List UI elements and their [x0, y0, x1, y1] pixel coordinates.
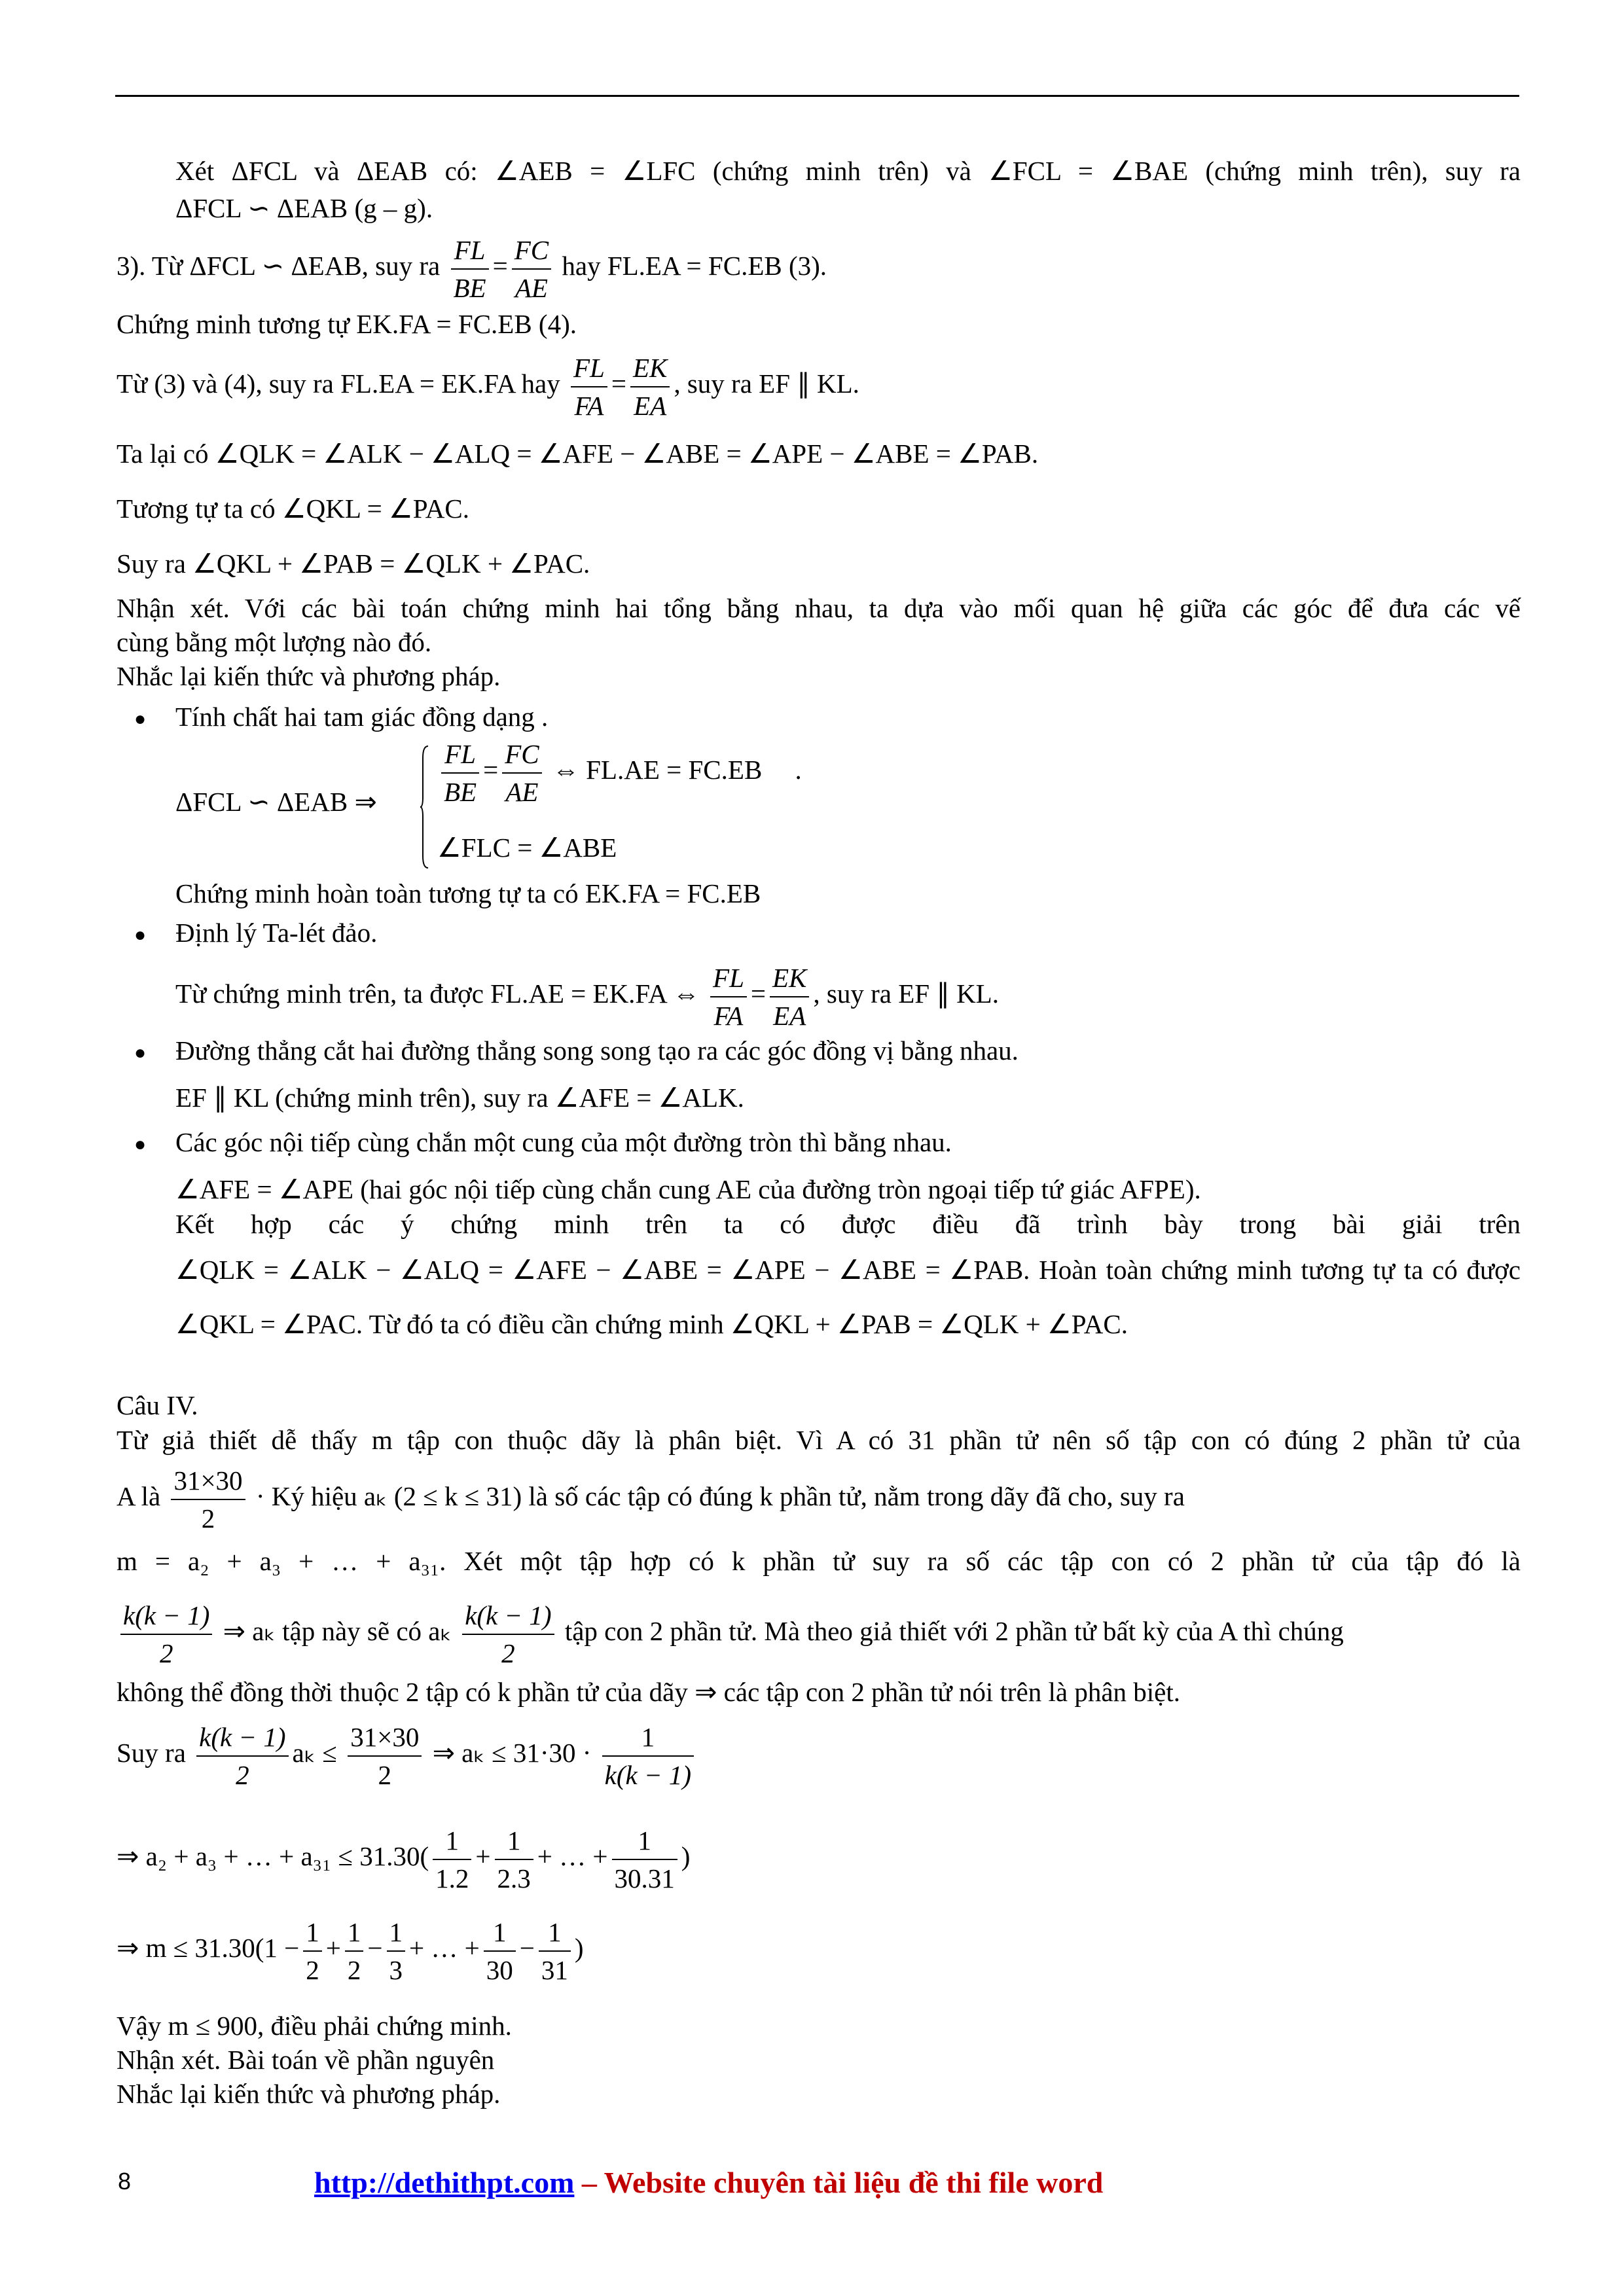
website-link[interactable]: http://dethithpt.com: [314, 2166, 575, 2199]
text-line: EF ∥ KL (chứng minh trên), suy ra ∠AFE = ∠ALK.: [175, 1083, 744, 1113]
text-line: Từ giả thiết dễ thấy m tập con thuộc dãy là phân biệt. Vì A có 31 phần tử nên số tập con có đúng 2 phần tử của: [117, 1425, 1521, 1455]
fraction: $\frac{1}{1.2}$: [433, 1822, 471, 1897]
text: hay FL.EA = FC.EB (3).: [562, 251, 827, 281]
text-line-fraction: Từ chứng minh trên, ta được FL.AE = EK.FA ⇔ $\frac{FL}{FA}$ = $\frac{EK}{EA}$ , suy ra EF ∥ KL.: [175, 957, 1521, 1034]
text-line: Nhắc lại kiến thức và phương pháp.: [117, 661, 501, 691]
text-line: Nhận xét. Với các bài toán chứng minh hai tổng bằng nhau, ta dựa vào mối quan hệ giữa các góc để đưa các vế: [117, 593, 1521, 623]
text: ⇒ aₖ ≤ 31·30 ·: [432, 1738, 592, 1768]
text-line: Định lý Ta-lét đảo.: [175, 918, 378, 948]
bullet-icon: ●: [134, 708, 147, 730]
text-line: cùng bằng một lượng nào đó.: [117, 627, 432, 657]
text-line: Đường thẳng cắt hai đường thẳng song song tạo ra các góc đồng vị bằng nhau.: [175, 1035, 1019, 1066]
fraction: $\frac{FC}{AE}$: [512, 232, 551, 306]
text-line: Suy ra ∠QKL + ∠PAB = ∠QLK + ∠PAC.: [117, 548, 590, 579]
text: aₖ ≤: [292, 1738, 337, 1768]
text: ): [681, 1841, 691, 1871]
fraction: $\frac{1}{2}$: [345, 1914, 364, 1988]
text-line: Tương tự ta có ∠QKL = ∠PAC.: [117, 493, 469, 524]
system-top: $\frac{FL}{BE}$ = $\frac{FC}{AE}$ ⇔ FL.AE = FC.EB .: [437, 733, 1521, 810]
fraction: $\frac{31\times 30}{2}$: [171, 1462, 245, 1537]
text-line: Vậy m ≤ 900, điều phải chứng minh.: [117, 2011, 512, 2041]
fraction: $\frac{1}{30.31}$: [612, 1822, 677, 1897]
text: , suy ra EF ∥ KL.: [674, 368, 859, 399]
footer: [314, 2165, 1103, 2200]
text-line: không thể đồng thời thuộc 2 tập có k phần tử của dãy ⇒ các tập con 2 phần tử nói trên là phân biệt.: [117, 1677, 1181, 1707]
text: Từ chứng minh trên, ta được FL.AE = EK.FA ⇔: [175, 978, 700, 1009]
text: ): [574, 1933, 584, 1963]
text-line: Các góc nội tiếp cùng chắn một cung của một đường tròn thì bằng nhau.: [175, 1127, 952, 1157]
text-line: Xét ΔFCL và ΔEAB có: ∠AEB = ∠LFC (chứng minh trên) và ∠FCL = ∠BAE (chứng minh trên), suy ra: [175, 156, 1521, 186]
system-bottom: ∠FLC = ∠ABE: [437, 833, 617, 863]
text-line: Ta lại có ∠QLK = ∠ALK − ∠ALQ = ∠AFE − ∠ABE = ∠APE − ∠ABE = ∠PAB.: [117, 439, 1039, 469]
text: ⇒ a₂ + a₃ + … + a₃₁ ≤ 31.30(: [117, 1841, 429, 1871]
text: −: [519, 1933, 535, 1963]
text: + … +: [537, 1841, 608, 1871]
fraction: $\frac{FC}{AE}$: [502, 736, 541, 810]
fraction: $\frac{k(k - 1)}{2}$: [196, 1719, 288, 1793]
page-number: 8: [118, 2168, 132, 2195]
text-line-fraction: [117, 1594, 1521, 1672]
text-line: ∠AFE = ∠APE (hai góc nội tiếp cùng chắn cung AE của đường tròn ngoại tiếp tứ giác AFPE).: [175, 1174, 1201, 1204]
text-line: ∠QKL = ∠PAC. Từ đó ta có điều cần chứng minh ∠QKL + ∠PAB = ∠QLK + ∠PAC.: [175, 1309, 1128, 1339]
bullet-icon: ●: [134, 1134, 147, 1155]
text: ⇒ aₖ tập này sẽ có aₖ: [223, 1616, 452, 1646]
text-line: Kết hợp các ý chứng minh trên ta có được điều đã trình bày trong bài giải trên: [175, 1209, 1521, 1239]
text: · Ký hiệu aₖ (2 ≤ k ≤ 31) là số các tập có đúng k phần tử, nằm trong dãy đã cho, suy ra: [255, 1481, 1185, 1511]
text-line: Chứng minh tương tự EK.FA = FC.EB (4).: [117, 309, 577, 339]
text-line: Tính chất hai tam giác đồng dạng .: [175, 702, 549, 732]
bullet-icon: ●: [134, 1042, 147, 1064]
text: Suy ra: [117, 1738, 186, 1768]
text-line-fraction: Từ (3) và (4), suy ra FL.EA = EK.FA hay $\frac{FL}{FA}$ = $\frac{EK}{EA}$ , suy ra EF ∥ KL.: [117, 347, 1521, 424]
text: ⇒ m ≤ 31.30(1 −: [117, 1933, 300, 1963]
fraction: $\frac{31\times 30}{2}$: [348, 1719, 422, 1793]
text: .: [795, 755, 802, 785]
fraction: $\frac{FL}{FA}$: [571, 350, 607, 424]
text: −: [367, 1933, 383, 1963]
bullet-icon: ●: [134, 924, 147, 946]
text-line-fraction: [117, 1716, 1521, 1793]
text: tập con 2 phần tử. Mà theo giả thiết với 2 phần tử bất kỳ của A thì chúng: [564, 1616, 1344, 1646]
fraction: $\frac{1}{31}$: [539, 1914, 571, 1988]
text-line: Nhận xét. Bài toán về phần nguyên: [117, 2045, 495, 2075]
fraction: $\frac{FL}{FA}$: [710, 960, 747, 1034]
fraction: $\frac{1}{k(k - 1)}$: [602, 1719, 694, 1793]
text-line: Nhắc lại kiến thức và phương pháp.: [117, 2079, 501, 2109]
fraction: $\frac{1}{2}$: [303, 1914, 322, 1988]
text: +: [325, 1933, 341, 1963]
fraction: $\frac{EK}{EA}$: [630, 350, 670, 424]
section-title: Câu IV.: [117, 1390, 198, 1420]
text-line: ∠QLK = ∠ALK − ∠ALQ = ∠AFE − ∠ABE = ∠APE − ∠ABE = ∠PAB. Hoàn toàn chứng minh tương tự ta có được: [175, 1255, 1521, 1285]
system-left: ΔFCL ∽ ΔEAB ⇒: [175, 787, 377, 817]
text-line-fraction: [117, 1911, 1521, 1988]
footer-tagline: – Website chuyên tài liệu đề thi file word: [574, 2166, 1104, 2199]
fraction: $\frac{1}{3}$: [387, 1914, 406, 1988]
text-line-fraction: [117, 1460, 1521, 1537]
fraction: $\frac{FL}{BE}$: [451, 232, 489, 306]
fraction: $\frac{1}{2.3}$: [495, 1822, 533, 1897]
brace-icon: [420, 745, 429, 869]
text-line: ΔFCL ∽ ΔEAB (g – g).: [175, 193, 433, 223]
text-line-fraction: 3). Từ ΔFCL ∽ ΔEAB, suy ra $\frac{FL}{BE}$ = $\frac{FC}{AE}$ hay FL.EA = FC.EB (3).: [117, 229, 1521, 306]
fraction: $\frac{FL}{BE}$: [441, 736, 479, 810]
text-line: m = a₂ + a₃ + … + a₃₁. Xét một tập hợp có k phần tử suy ra số các tập con có 2 phần tử của tập đó là: [117, 1546, 1521, 1576]
text: A là: [117, 1481, 161, 1511]
text: ⇔ FL.AE = FC.EB: [552, 755, 763, 785]
text-line-fraction: ⇒ a₂ + a₃ + … + a₃₁ ≤ 31.30( $\frac{1}{1.2}$ + $\frac{1}{2.3}$ + … + $\frac{1}{30.31}$ ): [117, 1820, 1521, 1897]
text: , suy ra EF ∥ KL.: [813, 978, 999, 1009]
text: 3). Từ ΔFCL ∽ ΔEAB, suy ra: [117, 251, 441, 281]
header-rule: [115, 95, 1519, 97]
fraction: $\frac{k(k - 1)}{2}$: [462, 1597, 554, 1672]
fraction: $\frac{EK}{EA}$: [770, 960, 809, 1034]
text-line: Chứng minh hoàn toàn tương tự ta có EK.FA = FC.EB: [175, 878, 761, 908]
fraction: $\frac{k(k - 1)}{2}$: [120, 1597, 212, 1672]
text: Từ (3) và (4), suy ra FL.EA = EK.FA hay: [117, 368, 560, 399]
text: + … +: [409, 1933, 480, 1963]
fraction: $\frac{1}{30}$: [484, 1914, 516, 1988]
